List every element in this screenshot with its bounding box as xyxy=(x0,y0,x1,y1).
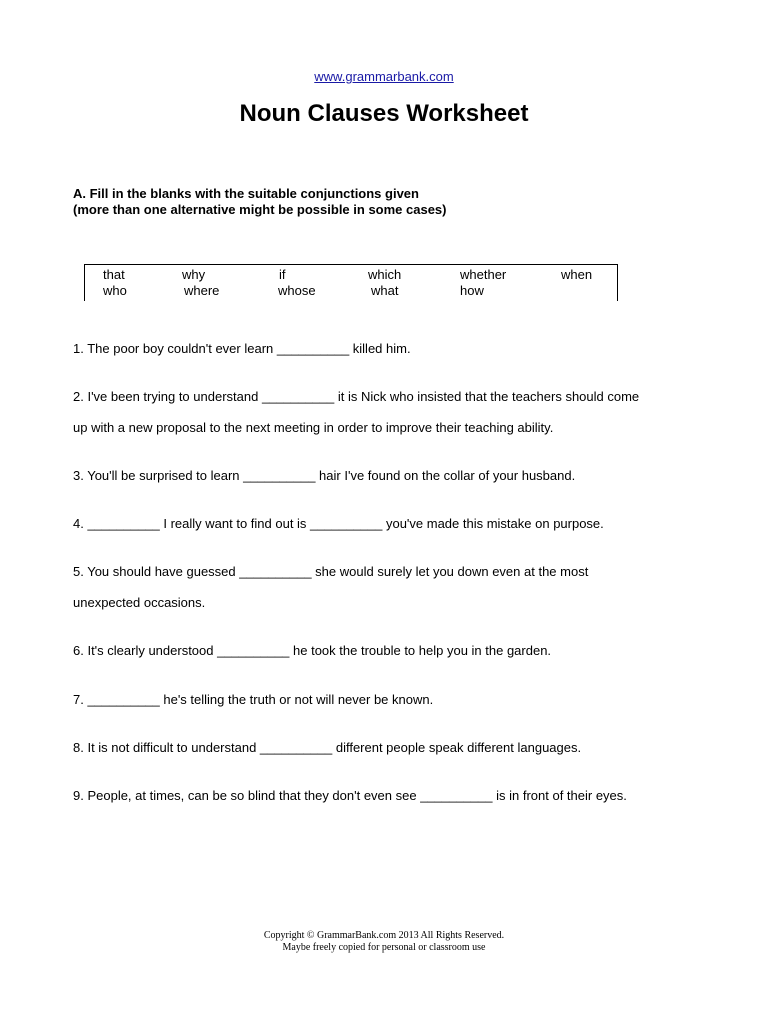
question-8: 8. It is not difficult to understand __________ different people speak different languages. xyxy=(73,740,582,755)
question-9: 9. People, at times, can be so blind that they don't even see __________ is in front of their eyes. xyxy=(73,788,627,803)
question-5-continued: unexpected occasions. xyxy=(73,595,206,610)
question-3: 3. You'll be surprised to learn __________ hair I've found on the collar of your husband. xyxy=(73,468,576,483)
question-2: 2. I've been trying to understand __________ it is Nick who insisted that the teachers should come xyxy=(73,389,640,404)
word-bank-item: which xyxy=(368,267,402,282)
word-bank-item: when xyxy=(561,267,593,282)
instruction-line-2: (more than one alternative might be possible in some cases) xyxy=(73,202,447,217)
word-bank-item: who xyxy=(103,283,127,298)
question-2-continued: up with a new proposal to the next meeting in order to improve their teaching ability. xyxy=(73,420,554,435)
word-bank-item: where xyxy=(184,283,220,298)
word-bank-box xyxy=(84,264,618,301)
word-bank-item: if xyxy=(279,267,286,282)
question-4: 4. __________ I really want to find out is __________ you've made this mistake on purpose. xyxy=(73,516,604,531)
footer-note: Maybe freely copied for personal or classroom use xyxy=(282,942,486,953)
word-bank-item: what xyxy=(371,283,399,298)
question-7: 7. __________ he's telling the truth or not will never be known. xyxy=(73,692,434,707)
word-bank-item: whose xyxy=(278,283,316,298)
word-bank-item: how xyxy=(460,283,484,298)
word-bank-item: that xyxy=(103,267,125,282)
question-6: 6. It's clearly understood __________ he took the trouble to help you in the garden. xyxy=(73,643,552,658)
question-5: 5. You should have guessed __________ she would surely let you down even at the most xyxy=(73,564,589,579)
instruction-line-1: A. Fill in the blanks with the suitable conjunctions given xyxy=(73,186,419,201)
word-bank-item: why xyxy=(182,267,206,282)
site-link[interactable]: www.grammarbank.com xyxy=(314,69,454,84)
page-title: Noun Clauses Worksheet xyxy=(239,100,529,127)
footer-copyright: Copyright © GrammarBank.com 2013 All Rights Reserved. xyxy=(263,930,505,941)
question-1: 1. The poor boy couldn't ever learn __________ killed him. xyxy=(73,341,411,356)
word-bank-item: whether xyxy=(460,267,507,282)
